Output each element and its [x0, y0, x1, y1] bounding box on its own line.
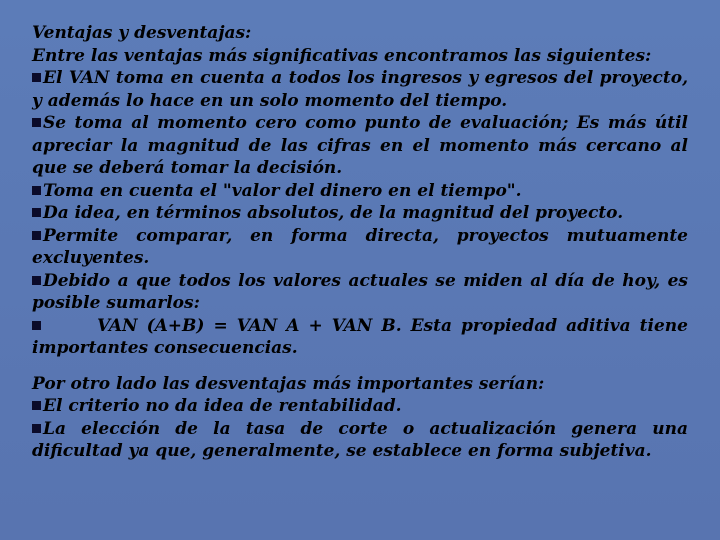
square-bullet-icon: [32, 118, 41, 127]
disadvantages-intro: Por otro lado las desventajas más importantes serían:: [32, 373, 545, 394]
square-bullet-icon: [32, 208, 41, 217]
disadvantage-text: La elección de la tasa de corte o actualización genera una dificultad ya que, generalmente, se establece en forma subjetiva.: [32, 418, 688, 461]
square-bullet-icon: [32, 231, 41, 240]
advantage-item: [32, 112, 688, 180]
advantage-text: VAN (A+B) = VAN A + VAN B. Esta propiedad aditiva tiene importantes consecuencias.: [32, 315, 688, 358]
advantage-item: [32, 315, 688, 360]
advantage-item: [32, 202, 688, 225]
advantage-item: [32, 270, 688, 315]
advantage-text: Debido a que todos los valores actuales se miden al día de hoy, es posible sumarlos:: [32, 270, 688, 313]
advantage-text: Se toma al momento cero como punto de evaluación; Es más útil apreciar la magnitud de las cifras en el momento más cercano al que se deberá tomar la decisión.: [32, 113, 688, 178]
square-bullet-icon: [32, 401, 41, 410]
disadvantage-item: [32, 395, 688, 418]
advantage-text: Toma en cuenta el "valor del dinero en el tiempo".: [43, 180, 522, 201]
disadvantage-text: El criterio no da idea de rentabilidad.: [43, 396, 402, 416]
advantage-item: [32, 180, 688, 203]
section-spacer: [32, 360, 688, 373]
advantages-intro: Entre las ventajas más significativas encontramos las siguientes:: [32, 45, 652, 66]
square-bullet-icon: [32, 321, 41, 330]
square-bullet-icon: [32, 73, 41, 82]
advantage-text: El VAN toma en cuenta a todos los ingresos y egresos del proyecto, y además lo hace en un solo momento del tiempo.: [32, 68, 688, 111]
advantage-text: Da idea, en términos absolutos, de la magnitud del proyecto.: [43, 203, 624, 223]
slide-heading: Ventajas y desventajas:: [32, 23, 252, 43]
advantage-text: Permite comparar, en forma directa, proyectos mutuamente excluyentes.: [32, 225, 688, 268]
slide-content: [32, 22, 688, 463]
disadvantage-item: [32, 418, 688, 463]
square-bullet-icon: [32, 186, 41, 195]
advantage-item: [32, 225, 688, 270]
square-bullet-icon: [32, 276, 41, 285]
square-bullet-icon: [32, 424, 41, 433]
advantage-item: [32, 67, 688, 112]
